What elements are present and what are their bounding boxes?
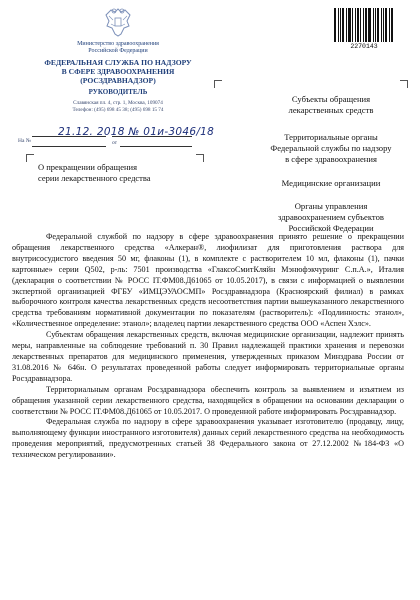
barcode-bar (348, 8, 351, 42)
ot-line (120, 146, 192, 147)
recipient-3: Медицинские организации (281, 178, 381, 188)
recipient-4: Органы управления здравоохранением субъектов Российской Федерации (278, 201, 384, 233)
paragraph-2: Субъектам обращения лекарственных средств, включая медицинские организации, надлежит принять меры, направленные на соблюдение требований п. 30 Правил надлежащей практики хранения и перевозки лекарственных препаратов для медицинского применения, утвержденных приказом Минздрава России от 31.08.2016 № 646н. О результатах проведенной работы следует информировать территориальные органы Росздравнадзора. (12, 330, 404, 383)
barcode-bar (389, 8, 390, 42)
paragraph-3: Территориальным органам Росздравнадзора обеспечить контроль за выявлением и изъятием из обращения указанной серии лекарственного средства, находящейся в обращении на основании декларации о соответствии № РОСС IT.ФМ08.Д61065 от 10.05.2017. О проведенной работе информировать Росздравнадзор. (12, 384, 404, 416)
subject-corner-right (196, 154, 204, 162)
barcode-bar (340, 8, 341, 42)
recipient-1: Субъекты обращения лекарственных средств (288, 94, 374, 115)
barcode (334, 8, 394, 42)
barcode-bar (373, 8, 374, 42)
barcode-bar (375, 8, 376, 42)
paragraph-1: Федеральной службой по надзору в сфере здравоохранения принято решение о прекращении обращения лекарственного средства «Алкеран®, лиофилизат для приготовления раствора для внутрисосудистого введения 50 мг, флаконы (1), в комплекте с растворителем 10 мл, флаконы (1), пачки картонные» серии Q502, р-ль: 7501 производства «ГлаксоСмитКляйн Мэнюфэкчуринг С.п.А.», Италия (декларация о соответствии № РОСС IT.ФМ08.Д61065 от 10.05.2017), в связи с информацией о выявлении экспертной организацией ФГБУ «ИМЦЭУАОСМП» Росздравнадзора (Красноярский филиал) в рамках выборочного контроля качества лекарственных средств несоответствия партии вышеуказанного лекарственного средства требованиям нормативной документации по показателям (растворитель): «Подлинность: этанол», «Количественное определение: этанол»; владелец партии лекарственного средства ООО «Аспен Хэлс». (12, 232, 404, 329)
na-line (32, 146, 106, 147)
service-name: ФЕДЕРАЛЬНАЯ СЛУЖБА ПО НАДЗОРУ В СФЕРЕ ЗДРАВООХРАНЕНИЯ (РОСЗДРАВНАДЗОР) (44, 58, 192, 85)
ministry-name: Министерство здравоохранения Российской Федерации (77, 41, 159, 55)
barcode-bar (338, 8, 339, 42)
barcode-bar (342, 8, 344, 42)
leadership-title: РУКОВОДИТЕЛЬ (88, 88, 148, 96)
barcode-bar (377, 8, 379, 42)
barcode-bar (381, 8, 382, 42)
barcode-bar (391, 8, 393, 42)
barcode-number: 2270143 (350, 43, 378, 50)
letter-subject: О прекращении обращения серии лекарственного средства (38, 162, 151, 183)
na-label: На № (18, 138, 32, 144)
letter-body (12, 232, 404, 461)
date-line (32, 136, 106, 137)
barcode-bar (355, 8, 356, 42)
ot-label: от (112, 140, 118, 146)
paragraph-4: Федеральная служба по надзору в сфере здравоохранения указывает изготовителю (продавцу, лицу, выполняющему функции иностранного изготовителя) данных серий лекарственного средства на необходимость проведения мероприятий, предусмотренных статьей 38 Федерального закона от 27.12.2002 №184-ФЗ «О техническом регулировании». (12, 417, 404, 460)
barcode-bar (368, 8, 371, 42)
barcode-bar (346, 8, 347, 42)
recipients-corner-left (214, 80, 222, 88)
barcode-bar (363, 8, 364, 42)
recipient-2: Территориальные органы Федеральной службы по надзору в сфере здравоохранения (270, 132, 392, 164)
barcode-bar (385, 8, 387, 42)
barcode-bar (334, 8, 336, 42)
barcode-bar (352, 8, 353, 42)
barcode-bar (383, 8, 384, 42)
barcode-bar (357, 8, 359, 42)
subject-corner-left (26, 154, 34, 162)
barcode-bar (360, 8, 361, 42)
recipients-corner-right (400, 80, 408, 88)
address-block: Славянская пл. 4, стр. 1, Москва, 109074 Телефон: (495) 698 45 38; (495) 698 15 74 (72, 100, 164, 113)
number-line (112, 136, 192, 137)
coat-of-arms-emblem (103, 6, 133, 38)
barcode-bar (365, 8, 367, 42)
handwritten-date-number: 21.12. 2018 № 01и-3046/18 (58, 126, 215, 138)
